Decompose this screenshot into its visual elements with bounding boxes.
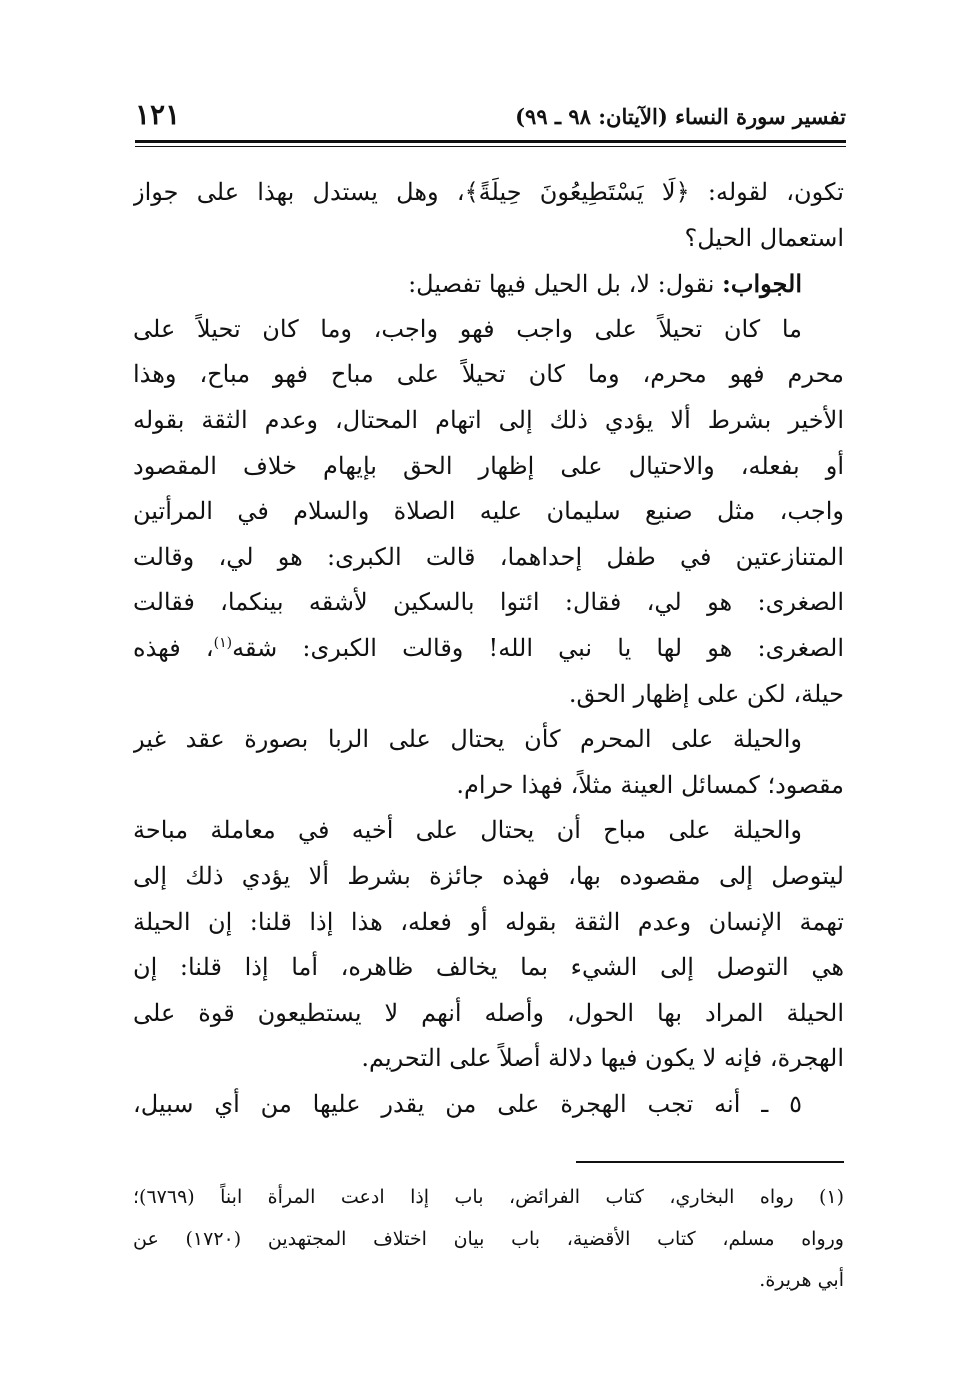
- footnote-marker: (١): [213, 634, 233, 651]
- footnote-line: أبي هريرة.: [759, 1269, 844, 1291]
- text-segment: ، فهذه: [133, 633, 214, 662]
- text-line: الهجرة، فإنه لا يكون فيها دلالة أصلاً على التحريم.: [361, 1044, 844, 1073]
- paragraph-5: [133, 808, 844, 1082]
- text-line: حيلة، لكن على إظهار الحق.: [568, 679, 844, 708]
- text-segment: الصغرى: هو لها يا نبي الله! وقالت الكبرى: شقه: [232, 633, 844, 662]
- paragraph-1: [133, 170, 844, 261]
- answer-text: نقول: لا، بل الحيل فيها تفصيل:: [408, 270, 722, 299]
- paragraph-6: [133, 1082, 844, 1128]
- text-line: ٥ ـ أنه تجب الهجرة على من يقدر عليها من أي سبيل،: [133, 1089, 802, 1118]
- text-line: أو بفعله، والاحتيال على إظهار الحق بإيهام خلاف المقصود: [133, 451, 844, 480]
- text-line: ليتوصل إلى مقصوده بها، فهذه جائزة بشرط ألا يؤدي ذلك إلى: [133, 861, 844, 890]
- text-line: المتنازعتين في طفل إحداهما، قالت الكبرى: هو لي، وقالت: [133, 542, 844, 571]
- body-text: [133, 170, 844, 1127]
- text-line: واجب، مثل صنيع سليمان عليه الصلاة والسلام في المرأتين: [133, 497, 844, 526]
- answer-label: الجواب:: [722, 269, 802, 299]
- paragraph-4: [133, 717, 844, 808]
- text-line: والحيلة على المحرم كأن يحتال على الربا بصورة عقد غير: [133, 725, 802, 754]
- footnote-line: (١) رواه البخاري، كتاب الفرائض، باب إذا ادعت المرأة ابناً (٦٧٦٩)؛: [133, 1186, 844, 1208]
- text-line: الصغرى: هو لي، فقال: ائتوا بالسكين لأشقه بينكما، فقالت: [133, 588, 844, 617]
- footnotes: [133, 1177, 844, 1302]
- footnote-separator: [576, 1161, 844, 1163]
- running-title: تفسير سورة النساء (الآيتان: ٩٨ ـ ٩٩): [515, 104, 846, 129]
- text-line: تهمة الإنسان وعدم الثقة بقوله أو فعله، هذا إذا قلنا: إن الحيلة: [133, 907, 844, 936]
- text-line: [133, 626, 844, 672]
- header-rule-thick: [135, 140, 846, 143]
- text-line: والحيلة على مباح أن يحتال على أخيه في معاملة مباحة: [133, 816, 802, 845]
- text-line: استعمال الحيل؟: [684, 223, 844, 252]
- text-line: محرم فهو محرم، وما كان تحيلاً على مباح فهو مباح، وهذا: [133, 360, 844, 389]
- paragraph-3: [133, 307, 844, 717]
- text-line: [133, 261, 844, 307]
- header-rule-thin: [135, 146, 846, 147]
- text-line: الأخير بشرط ألا يؤدي ذلك إلى اتهام المحتال، وعدم الثقة بقوله: [133, 405, 844, 434]
- text-line: ما كان تحيلاً على واجب فهو واجب، وما كان تحيلاً على: [133, 314, 802, 343]
- footnote-line: ورواه مسلم، كتاب الأقضية، باب بيان اختلاف المجتهدين (١٧٢٠) عن: [133, 1227, 844, 1250]
- text-line: هي التوصل إلى الشيء بما يخالف ظاهره، أما إذا قلنا: إن: [133, 953, 844, 982]
- paragraph-2: [133, 261, 844, 307]
- page-number: ١٢١: [135, 98, 181, 131]
- text-line: الحيلة المراد بها الحول، وأصله أنهم لا يستطيعون قوة على: [133, 998, 844, 1027]
- text-line: مقصود؛ كمسائل العينة مثلاً، فهذا حرام.: [456, 770, 844, 799]
- page-header: [135, 96, 846, 136]
- text-line: تكون، لقوله: ﴿لَا يَسْتَطِيعُونَ حِيلَةً﴾، وهل يستدل بهذا على جواز: [133, 178, 844, 206]
